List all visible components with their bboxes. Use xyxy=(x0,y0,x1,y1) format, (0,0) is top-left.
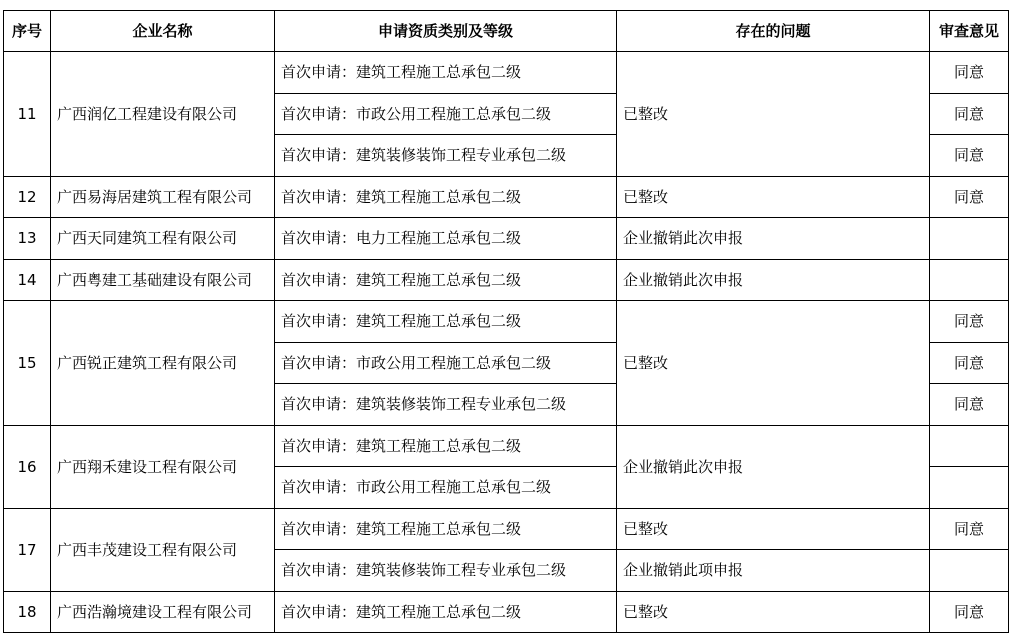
opinion-cell xyxy=(930,425,1009,467)
category-cell: 首次申请：建筑工程施工总承包二级 xyxy=(275,508,617,550)
opinion-cell: 同意 xyxy=(930,591,1009,633)
opinion-cell: 同意 xyxy=(930,52,1009,94)
company-name-cell: 广西锐正建筑工程有限公司 xyxy=(51,301,275,426)
seq-cell: 17 xyxy=(4,508,51,591)
table-row xyxy=(4,176,1009,218)
header-seq: 序号 xyxy=(4,11,51,52)
category-cell: 首次申请：市政公用工程施工总承包二级 xyxy=(275,467,617,509)
opinion-cell: 同意 xyxy=(930,176,1009,218)
issue-cell: 已整改 xyxy=(617,301,930,426)
seq-cell: 18 xyxy=(4,591,51,633)
issue-cell: 企业撤销此次申报 xyxy=(617,259,930,301)
header-category: 申请资质类别及等级 xyxy=(275,11,617,52)
seq-cell: 16 xyxy=(4,425,51,508)
opinion-cell xyxy=(930,550,1009,592)
issue-cell: 已整改 xyxy=(617,176,930,218)
company-name-cell: 广西粤建工基础建设有限公司 xyxy=(51,259,275,301)
table-row xyxy=(4,259,1009,301)
header-issue: 存在的问题 xyxy=(617,11,930,52)
seq-cell: 12 xyxy=(4,176,51,218)
table-row xyxy=(4,425,1009,467)
table-row xyxy=(4,52,1009,94)
category-cell: 首次申请：建筑装修装饰工程专业承包二级 xyxy=(275,384,617,426)
opinion-cell: 同意 xyxy=(930,508,1009,550)
category-cell: 首次申请：建筑工程施工总承包二级 xyxy=(275,591,617,633)
company-name-cell: 广西润亿工程建设有限公司 xyxy=(51,52,275,177)
company-name-cell: 广西浩瀚境建设工程有限公司 xyxy=(51,591,275,633)
table-row xyxy=(4,508,1009,550)
opinion-cell: 同意 xyxy=(930,384,1009,426)
opinion-cell: 同意 xyxy=(930,135,1009,177)
issue-cell: 已整改 xyxy=(617,52,930,177)
header-opinion: 审查意见 xyxy=(930,11,1009,52)
table-row xyxy=(4,591,1009,633)
issue-cell: 企业撤销此次申报 xyxy=(617,425,930,508)
category-cell: 首次申请：建筑装修装饰工程专业承包二级 xyxy=(275,550,617,592)
category-cell: 首次申请：市政公用工程施工总承包二级 xyxy=(275,93,617,135)
seq-cell: 11 xyxy=(4,52,51,177)
issue-cell: 已整改 xyxy=(617,508,930,550)
company-name-cell: 广西天同建筑工程有限公司 xyxy=(51,218,275,260)
issue-cell: 企业撤销此项申报 xyxy=(617,550,930,592)
category-cell: 首次申请：市政公用工程施工总承包二级 xyxy=(275,342,617,384)
opinion-cell xyxy=(930,218,1009,260)
header-row xyxy=(4,11,1009,52)
table-row xyxy=(4,218,1009,260)
opinion-cell: 同意 xyxy=(930,93,1009,135)
category-cell: 首次申请：建筑工程施工总承包二级 xyxy=(275,425,617,467)
company-name-cell: 广西翔禾建设工程有限公司 xyxy=(51,425,275,508)
seq-cell: 14 xyxy=(4,259,51,301)
category-cell: 首次申请：建筑工程施工总承包二级 xyxy=(275,301,617,343)
table-row xyxy=(4,301,1009,343)
opinion-cell: 同意 xyxy=(930,342,1009,384)
category-cell: 首次申请：建筑工程施工总承包二级 xyxy=(275,52,617,94)
seq-cell: 15 xyxy=(4,301,51,426)
company-name-cell: 广西丰茂建设工程有限公司 xyxy=(51,508,275,591)
category-cell: 首次申请：建筑工程施工总承包二级 xyxy=(275,176,617,218)
issue-cell: 企业撤销此次申报 xyxy=(617,218,930,260)
category-cell: 首次申请：建筑装修装饰工程专业承包二级 xyxy=(275,135,617,177)
category-cell: 首次申请：建筑工程施工总承包二级 xyxy=(275,259,617,301)
header-company: 企业名称 xyxy=(51,11,275,52)
category-cell: 首次申请：电力工程施工总承包二级 xyxy=(275,218,617,260)
opinion-cell xyxy=(930,467,1009,509)
review-table xyxy=(3,10,1009,633)
issue-cell: 已整改 xyxy=(617,591,930,633)
company-name-cell: 广西易海居建筑工程有限公司 xyxy=(51,176,275,218)
seq-cell: 13 xyxy=(4,218,51,260)
opinion-cell xyxy=(930,259,1009,301)
opinion-cell: 同意 xyxy=(930,301,1009,343)
